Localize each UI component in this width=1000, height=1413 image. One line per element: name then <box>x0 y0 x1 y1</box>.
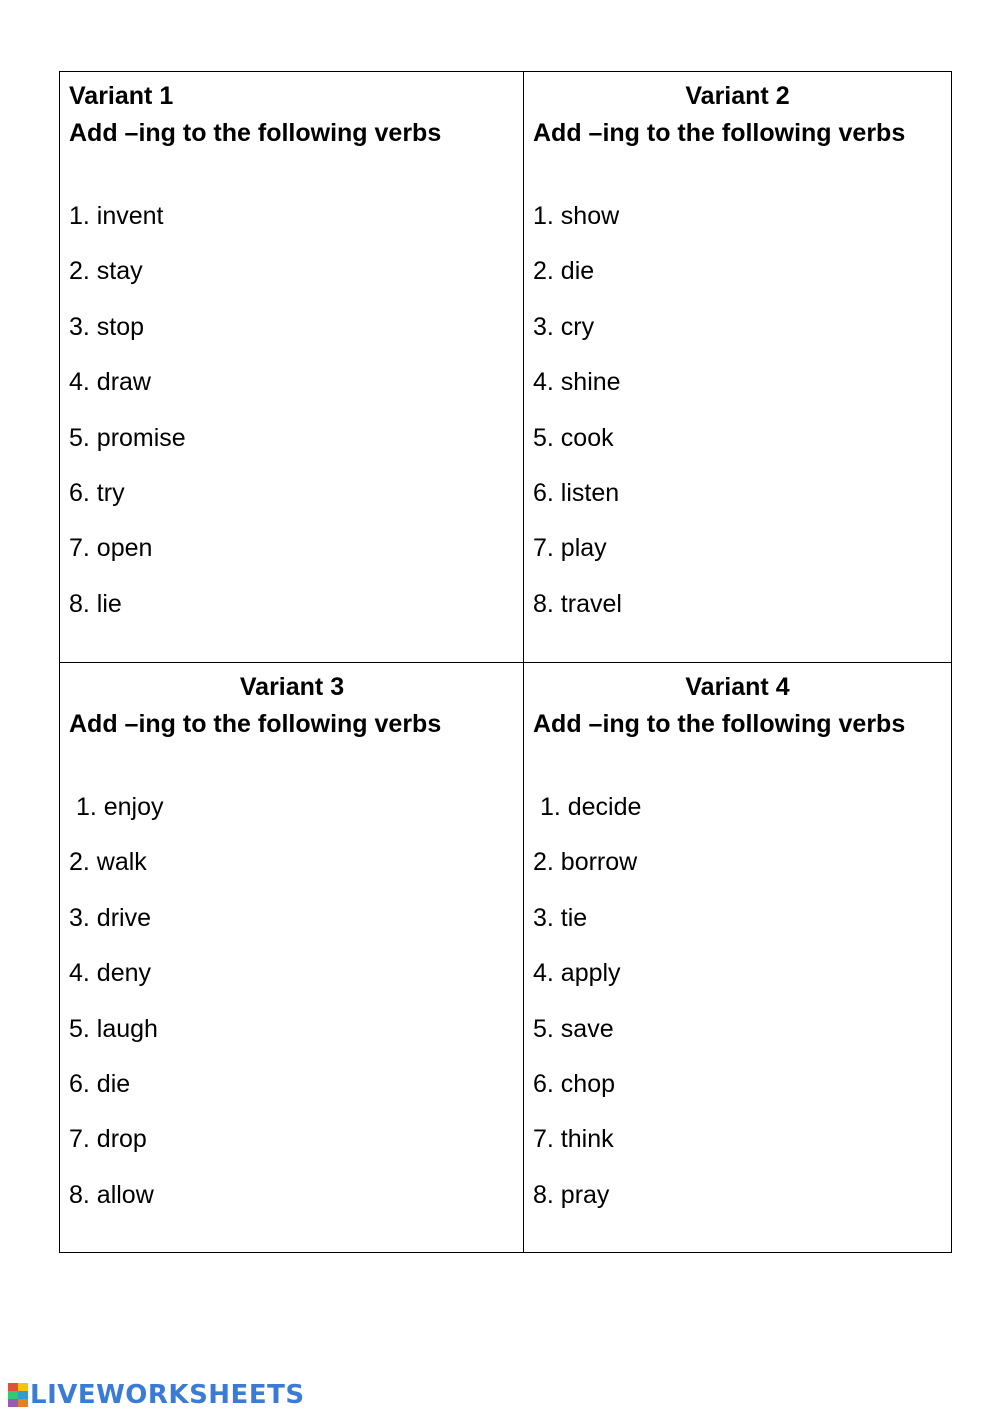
verb-item: 4. deny <box>69 959 152 988</box>
variant-3-cell <box>60 663 524 1252</box>
variant-3-verb-list <box>69 780 515 1223</box>
verb-item: 1. enjoy <box>69 793 164 821</box>
variant-1-title: Variant 1 <box>69 82 174 110</box>
footer-logo[interactable] <box>8 1380 305 1410</box>
verb-item: 3. cry <box>533 312 595 341</box>
variant-2-verb-list <box>533 189 942 632</box>
verb-item: 5. save <box>533 1014 614 1043</box>
variant-1-cell <box>60 72 524 662</box>
verb-item: 6. listen <box>533 478 620 507</box>
verb-item: 6. try <box>69 478 125 507</box>
verb-item: 2. die <box>533 257 595 286</box>
verb-item: 5. cook <box>533 423 614 452</box>
verb-item: 1. show <box>533 202 620 230</box>
verb-item: 1. decide <box>533 793 642 821</box>
verb-item: 8. travel <box>533 589 622 618</box>
verb-item: 8. lie <box>69 589 122 618</box>
variant-3-title: Variant 3 <box>239 673 345 701</box>
variant-4-title: Variant 4 <box>685 673 790 701</box>
variant-1-instruction: Add –ing to the following verbs <box>69 119 442 147</box>
variant-2-cell <box>524 72 951 662</box>
verb-item: 5. promise <box>69 423 186 452</box>
verb-item: 3. stop <box>69 312 145 341</box>
verb-item: 6. chop <box>533 1069 616 1098</box>
verb-item: 4. draw <box>69 368 151 397</box>
variants-table <box>59 71 952 1253</box>
verb-item: 7. open <box>69 534 153 563</box>
verb-item: 3. tie <box>533 903 588 932</box>
verb-item: 2. walk <box>69 848 147 877</box>
verb-item: 7. play <box>533 534 607 563</box>
verb-item: 8. pray <box>533 1180 610 1209</box>
liveworksheets-logo-icon <box>8 1383 28 1407</box>
verb-item: 2. borrow <box>533 848 638 877</box>
verb-item: 7. drop <box>69 1125 147 1154</box>
liveworksheets-logo-text: LIVEWORKSHEETS <box>30 1380 305 1410</box>
variant-4-instruction: Add –ing to the following verbs <box>533 710 906 738</box>
variant-4-cell <box>524 663 951 1252</box>
verb-item: 6. die <box>69 1069 131 1098</box>
variant-2-instruction: Add –ing to the following verbs <box>533 119 906 147</box>
verb-item: 1. invent <box>69 202 164 230</box>
verb-item: 5. laugh <box>69 1014 158 1043</box>
verb-item: 4. shine <box>533 368 621 397</box>
verb-item: 2. stay <box>69 257 143 286</box>
verb-item: 8. allow <box>69 1180 154 1209</box>
variant-2-title: Variant 2 <box>685 82 790 110</box>
verb-item: 7. think <box>533 1125 614 1154</box>
variant-4-verb-list <box>533 780 942 1223</box>
variant-1-verb-list <box>69 189 515 632</box>
verb-item: 4. apply <box>533 959 621 988</box>
verb-item: 3. drive <box>69 903 151 932</box>
variant-3-instruction: Add –ing to the following verbs <box>69 710 442 738</box>
